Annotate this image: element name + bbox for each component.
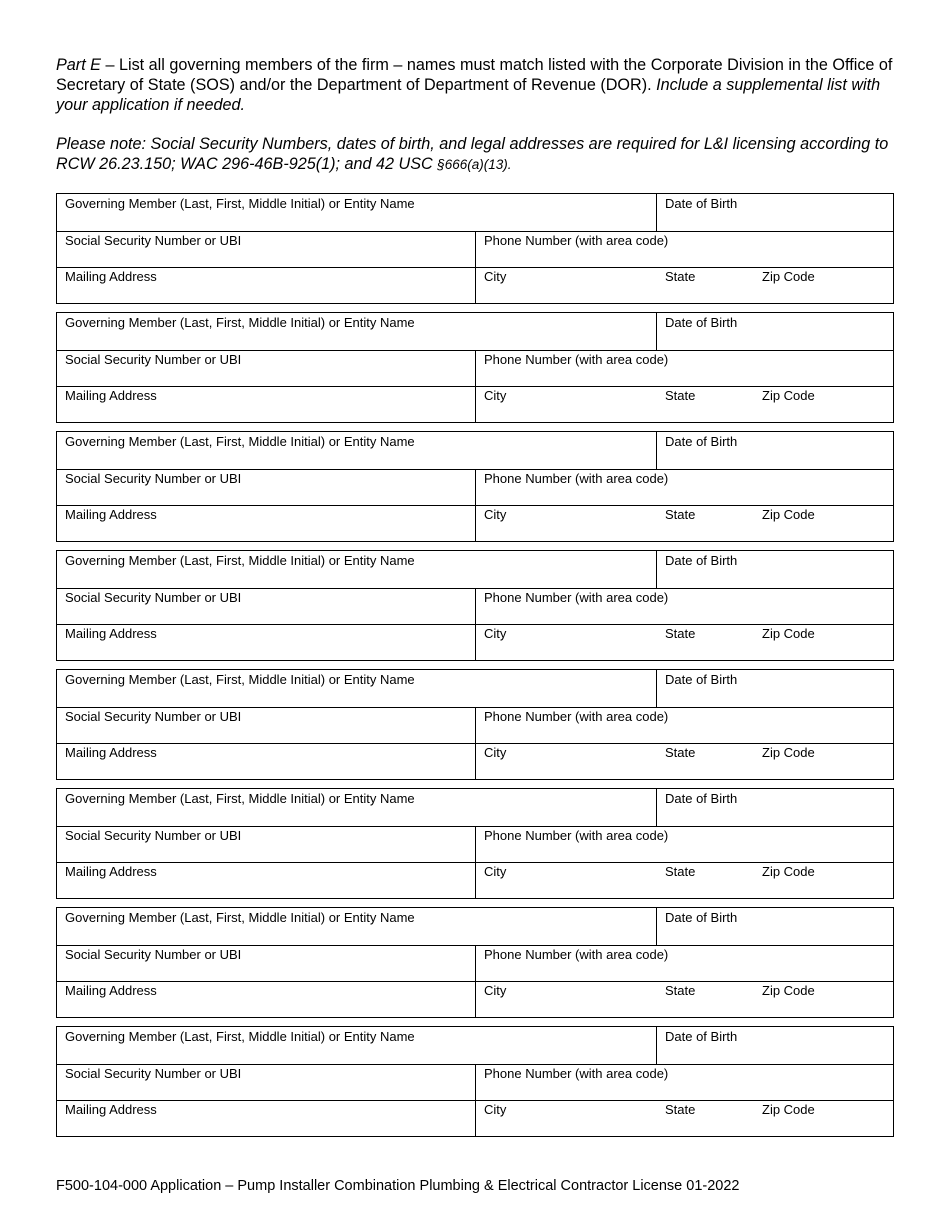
dob-field[interactable] [656,1027,893,1064]
member-name-field[interactable] [57,551,656,588]
member-row-3 [57,981,893,1018]
ssn-label: Social Security Number or UBI [65,1065,242,1081]
address-label: Mailing Address [65,507,157,522]
member-row-1 [57,551,893,589]
city-label: City [484,983,507,998]
member-row-2 [57,826,893,864]
member-name-label: Governing Member (Last, First, Middle Initial) or Entity Name [65,553,415,568]
member-row-3 [57,862,893,899]
phone-field[interactable] [475,469,893,506]
member-row-2 [57,1064,893,1102]
zip-label: Zip Code [762,864,815,879]
member-row-3 [57,505,893,542]
dob-label: Date of Birth [665,315,738,330]
ssn-label: Social Security Number or UBI [65,232,242,248]
please-note-citation: §666(a)(13). [437,157,512,172]
city-label: City [484,1102,507,1117]
state-label: State [665,507,696,522]
member-row-2 [57,469,893,507]
ssn-field[interactable] [57,231,475,268]
city-label: City [484,507,507,522]
city-field[interactable] [475,624,657,661]
zip-label: Zip Code [762,388,815,403]
address-field[interactable] [57,743,475,780]
please-note-paragraph [56,134,896,175]
member-name-field[interactable] [57,908,656,945]
ssn-field[interactable] [57,707,475,744]
member-row-1 [57,313,893,351]
state-field[interactable] [657,1100,754,1137]
phone-field[interactable] [475,1064,893,1101]
form-footer: F500-104-000 Application – Pump Installer Combination Plumbing & Electrical Contractor License 01-2022 [56,1178,740,1194]
member-row-1 [57,670,893,708]
zip-field[interactable] [754,1100,893,1137]
dob-label: Date of Birth [665,791,738,806]
city-label: City [484,864,507,879]
ssn-field[interactable] [57,469,475,506]
phone-label: Phone Number (with area code) [484,1065,669,1081]
state-field[interactable] [657,743,754,780]
zip-field[interactable] [754,386,893,423]
zip-field[interactable] [754,267,893,304]
state-field[interactable] [657,862,754,899]
phone-label: Phone Number (with area code) [484,351,669,367]
state-field[interactable] [657,267,754,304]
dob-label: Date of Birth [665,196,738,211]
phone-field[interactable] [475,350,893,387]
member-name-label: Governing Member (Last, First, Middle Initial) or Entity Name [65,1029,415,1044]
member-row-2 [57,945,893,983]
zip-label: Zip Code [762,983,815,998]
state-label: State [665,626,696,641]
address-label: Mailing Address [65,983,157,998]
ssn-label: Social Security Number or UBI [65,351,242,367]
ssn-label: Social Security Number or UBI [65,827,242,843]
phone-field[interactable] [475,826,893,863]
dob-field[interactable] [656,789,893,826]
member-row-3 [57,624,893,661]
dob-label: Date of Birth [665,910,738,925]
ssn-label: Social Security Number or UBI [65,708,242,724]
city-field[interactable] [475,862,657,899]
governing-member-block [56,907,894,1018]
city-label: City [484,388,507,403]
governing-member-block [56,193,894,304]
dob-label: Date of Birth [665,1029,738,1044]
member-name-label: Governing Member (Last, First, Middle Initial) or Entity Name [65,910,415,925]
part-text: – List all governing members of the firm – names must match listed with the Corporate Division in the Office of Secretary of State (SOS) and/or the Department of Department of Revenue (DOR). [56,56,893,94]
member-name-field[interactable] [57,789,656,826]
ssn-field[interactable] [57,945,475,982]
city-field[interactable] [475,386,657,423]
zip-field[interactable] [754,743,893,780]
address-label: Mailing Address [65,745,157,760]
zip-label: Zip Code [762,269,815,284]
address-label: Mailing Address [65,388,157,403]
member-name-field[interactable] [57,432,656,469]
state-label: State [665,269,696,284]
ssn-label: Social Security Number or UBI [65,946,242,962]
address-field[interactable] [57,1100,475,1137]
member-name-label: Governing Member (Last, First, Middle Initial) or Entity Name [65,672,415,687]
member-row-2 [57,588,893,626]
zip-field[interactable] [754,862,893,899]
state-field[interactable] [657,981,754,1018]
city-field[interactable] [475,1100,657,1137]
city-label: City [484,269,507,284]
phone-field[interactable] [475,707,893,744]
dob-label: Date of Birth [665,434,738,449]
state-label: State [665,983,696,998]
member-row-3 [57,386,893,423]
phone-label: Phone Number (with area code) [484,589,669,605]
member-row-1 [57,432,893,470]
dob-field[interactable] [656,432,893,469]
state-field[interactable] [657,386,754,423]
governing-member-block [56,788,894,899]
address-field[interactable] [57,267,475,304]
member-row-3 [57,743,893,780]
zip-label: Zip Code [762,626,815,641]
dob-field[interactable] [656,551,893,588]
member-name-label: Governing Member (Last, First, Middle Initial) or Entity Name [65,315,415,330]
please-note-text: Please note: Social Security Numbers, dates of birth, and legal addresses are required for L&I licensing according to RCW 26.23.150; WAC 296-46B-925(1); and 42 USC [56,135,889,173]
part-label: Part E [56,56,101,74]
dob-field[interactable] [656,194,893,231]
address-label: Mailing Address [65,1102,157,1117]
ssn-field[interactable] [57,1064,475,1101]
member-name-field[interactable] [57,670,656,707]
zip-field[interactable] [754,624,893,661]
state-field[interactable] [657,505,754,542]
member-name-label: Governing Member (Last, First, Middle Initial) or Entity Name [65,196,415,211]
member-name-field[interactable] [57,1027,656,1064]
dob-field[interactable] [656,908,893,945]
member-row-2 [57,707,893,745]
member-name-label: Governing Member (Last, First, Middle Initial) or Entity Name [65,434,415,449]
member-row-2 [57,231,893,269]
member-row-1 [57,908,893,946]
member-row-1 [57,789,893,827]
dob-field[interactable] [656,313,893,350]
state-label: State [665,388,696,403]
phone-label: Phone Number (with area code) [484,708,669,724]
state-label: State [665,1102,696,1117]
member-name-field[interactable] [57,194,656,231]
address-field[interactable] [57,624,475,661]
state-label: State [665,864,696,879]
address-field[interactable] [57,981,475,1018]
ssn-label: Social Security Number or UBI [65,589,242,605]
ssn-field[interactable] [57,826,475,863]
ssn-field[interactable] [57,588,475,625]
zip-label: Zip Code [762,745,815,760]
address-label: Mailing Address [65,864,157,879]
zip-field[interactable] [754,981,893,1018]
phone-label: Phone Number (with area code) [484,232,669,248]
state-field[interactable] [657,624,754,661]
state-label: State [665,745,696,760]
phone-label: Phone Number (with area code) [484,470,669,486]
phone-label: Phone Number (with area code) [484,946,669,962]
phone-label: Phone Number (with area code) [484,827,669,843]
city-label: City [484,745,507,760]
city-field[interactable] [475,743,657,780]
phone-field[interactable] [475,231,893,268]
zip-label: Zip Code [762,1102,815,1117]
member-row-3 [57,1100,893,1137]
governing-member-block [56,312,894,423]
address-label: Mailing Address [65,626,157,641]
dob-field[interactable] [656,670,893,707]
part-note: Include a supplemental list with your application if needed. [56,76,881,114]
member-row-2 [57,350,893,388]
phone-field[interactable] [475,945,893,982]
ssn-label: Social Security Number or UBI [65,470,242,486]
member-row-1 [57,1027,893,1065]
governing-members-list [56,193,894,1145]
zip-field[interactable] [754,505,893,542]
address-field[interactable] [57,505,475,542]
governing-member-block [56,550,894,661]
ssn-field[interactable] [57,350,475,387]
city-label: City [484,626,507,641]
address-field[interactable] [57,386,475,423]
governing-member-block [56,1026,894,1137]
member-name-field[interactable] [57,313,656,350]
address-field[interactable] [57,862,475,899]
dob-label: Date of Birth [665,553,738,568]
instructions [56,55,896,175]
member-name-label: Governing Member (Last, First, Middle Initial) or Entity Name [65,791,415,806]
city-field[interactable] [475,267,657,304]
governing-member-block [56,669,894,780]
part-e-paragraph [56,55,896,115]
member-row-3 [57,267,893,304]
zip-label: Zip Code [762,507,815,522]
city-field[interactable] [475,981,657,1018]
address-label: Mailing Address [65,269,157,284]
city-field[interactable] [475,505,657,542]
dob-label: Date of Birth [665,672,738,687]
governing-member-block [56,431,894,542]
phone-field[interactable] [475,588,893,625]
member-row-1 [57,194,893,232]
